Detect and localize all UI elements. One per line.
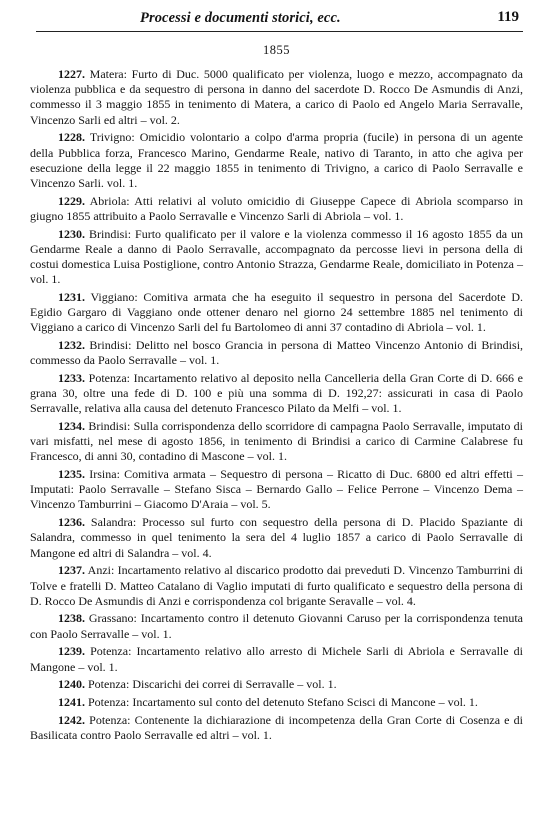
entry-text: Sulla corrispondenza dello scorridore di campagna Paolo Serravalle, imputato di vari misfatti, nel mese di agosto 1856, in tenimento di Brindisi a carico di Carmine Calabrese fu Francesco, di anni 30, contadino di Mascone – vol. 1.	[30, 418, 523, 464]
entry-place: Trivigno:	[89, 130, 135, 145]
page-number: 119	[497, 9, 519, 25]
entry-number: 1231.	[58, 289, 85, 304]
catalog-entry	[30, 713, 523, 743]
catalog-entry	[30, 467, 523, 513]
entry-place: Brindisi:	[89, 226, 132, 241]
running-title: Processi e documenti storici, ecc.	[140, 10, 341, 26]
catalog-entry	[30, 194, 523, 224]
entry-text: Incartamento relativo al deposito nella Cancelleria della Gran Corte di D. 666 e grana 30, oltre una fede di D. 100 e più una somma di D. 192,27: assicurati in casa di Paolo Serravalle, relativa alla causa del detenuto Francesco Pilato da Melfi – vol. 1.	[30, 370, 523, 416]
entry-number: 1228.	[58, 130, 85, 145]
catalog-entry	[30, 677, 523, 692]
catalog-entry	[30, 67, 523, 128]
entry-place: Salandra:	[90, 515, 137, 530]
entry-place: Anzi:	[87, 563, 115, 578]
entry-place: Grassano:	[88, 611, 137, 626]
entry-number: 1230.	[58, 226, 85, 241]
catalog-entry	[30, 371, 523, 417]
entry-place: Abriola:	[89, 193, 130, 208]
entry-place: Viggiano:	[90, 289, 138, 304]
header-rule	[36, 31, 523, 32]
entry-place: Potenza:	[90, 644, 132, 659]
catalog-entry	[30, 419, 523, 465]
catalog-entry	[30, 130, 523, 191]
entry-number: 1235.	[58, 467, 85, 482]
entry-number: 1229.	[58, 193, 85, 208]
running-header	[30, 6, 523, 28]
catalog-entry	[30, 338, 523, 368]
entry-text: Incartamento relativo al discarico prodotto dai preveduti D. Vincenzo Tamburrini di Tolve e fratelli D. Matteo Catalano di Vaglio imputati di furto qualificato e sequestro della persona di D. Rocco De Asmundis di Anzi e corrispondenza col brigante Seravalle – vol. 4.	[30, 563, 524, 608]
entry-place: Potenza:	[88, 694, 130, 709]
entry-number: 1239.	[58, 644, 85, 659]
entry-place: Potenza:	[88, 370, 130, 385]
catalog-entry	[30, 644, 523, 674]
catalog-entry	[30, 227, 523, 288]
entry-number: 1238.	[58, 611, 85, 626]
entry-place: Potenza:	[88, 677, 130, 692]
entry-text: Incartamento relativo allo arresto di Michele Sarli di Abriola e Serravalle di Mangone – vol. 1.	[30, 644, 524, 674]
entry-place: Matera:	[89, 67, 127, 81]
entry-number: 1233.	[58, 370, 85, 385]
entry-text: Atti relativi al voluto omicidio di Giuseppe Capece di Abriola scomparso in giugno 1855 attribuito a Paolo Serravalle e Vincenzo Sarli di Abriola – vol. 1.	[30, 193, 523, 223]
entry-text: Incartamento contro il detenuto Giovanni Caruso per la corrispondenza tenuta con Paolo Serravalle – vol. 1.	[30, 611, 523, 641]
catalog-entry	[30, 563, 523, 609]
entry-number: 1236.	[58, 515, 85, 530]
entry-text: Furto qualificato per il valore e la violenza commesso il 16 agosto 1855 da un Gendarme Reale a danno di Paolo Serravalle, accompagnato da percosse lievi in persona della di costui domestica Luisa Postiglione, contro Antonio Strazza, Gendarme Reale, domiciliato in Potenza – vol. 1.	[30, 226, 524, 287]
entry-number: 1241.	[58, 694, 85, 709]
entry-place: Brindisi:	[88, 418, 131, 433]
entry-text: Comitiva armata – Sequestro di persona – Ricatto di Duc. 6800 ed altri effetti – Imputati: Paolo Serravalle – Stefano Sisca – Bernardo Gallo – Felice Perrone – Vincenzo Dema – Vincenzo Tamburrini – Giacomo D'Araia – vol. 5.	[30, 467, 523, 512]
entry-text: Incartamento sul conto del detenuto Stefano Scisci di Mancone – vol. 1.	[132, 694, 478, 709]
catalog-entry	[30, 695, 523, 710]
entry-place: Potenza:	[89, 712, 131, 727]
entry-text: Processo sul furto con sequestro della persona di D. Placido Spaziante di Salandra, commesso in quel tenimento la sera del 4 luglio 1857 a carico di Paolo Serravalle di Mangone ed altri di Salandra – vol. 4.	[30, 515, 524, 560]
entry-number: 1234.	[58, 418, 85, 433]
entry-text: Omicidio volontario a colpo d'arma propria (fucile) in persona di un agente della Pubblica forza, Francesco Marino, Gendarme Reale, nativo di Taranto, in atto che agiva per esecuzione della legge il 22 maggio 1855 in tenimento di Trivigno, a carico di Paolo Serravalle e Vincenzo Sarli. vol. 1.	[30, 130, 524, 190]
year-heading: 1855	[263, 43, 290, 57]
entry-list	[30, 67, 523, 743]
entry-number: 1240.	[58, 677, 85, 692]
entry-text: Discarichi dei correi di Serravalle – vol. 1.	[132, 677, 337, 692]
catalog-entry	[30, 515, 523, 561]
entry-number: 1232.	[58, 337, 85, 352]
entry-place: Irsina:	[89, 467, 120, 482]
entry-text: Comitiva armata che ha eseguito il sequestro in persona del Sacerdote D. Egidio Gargaro di Vaggiano onde ottener denaro nel giorno 24 settembre 1885 nel tenimento di Viggiano a carico di Vincenzo Sarli del fu Bartolomeo di anni 37 contadino di Abriola – vol. 1.	[30, 289, 524, 335]
entry-place: Brindisi:	[89, 337, 132, 352]
entry-text: Contenente la dichiarazione di incompetenza della Gran Corte di Cosenza e di Basilicata contro Paolo Serravalle ed altri – vol. 1.	[30, 712, 524, 742]
catalog-entry	[30, 290, 523, 336]
entry-number: 1242.	[58, 712, 85, 727]
entry-text: Furto di Duc. 5000 qualificato per violenza, luogo e mezzo, accompagnato da violenza pubblica e da sequestro di persona in danno del sacerdote D. Rocco De Asmundis di Anzi, commesso il 3 maggio 1855 in tenimento di Matera, a carico di Paolo ed Angelo Maria Serravalle, Vincenzo Sarli ed altri – vol. 2.	[30, 67, 523, 127]
entry-number: 1237.	[58, 563, 85, 578]
catalog-entry	[30, 611, 523, 641]
entry-number: 1227.	[58, 67, 85, 81]
entry-text: Delitto nel bosco Grancia in persona di Matteo Vincenzo Antonio di Brindisi, commesso da Paolo Serravalle – vol. 1.	[30, 337, 524, 368]
